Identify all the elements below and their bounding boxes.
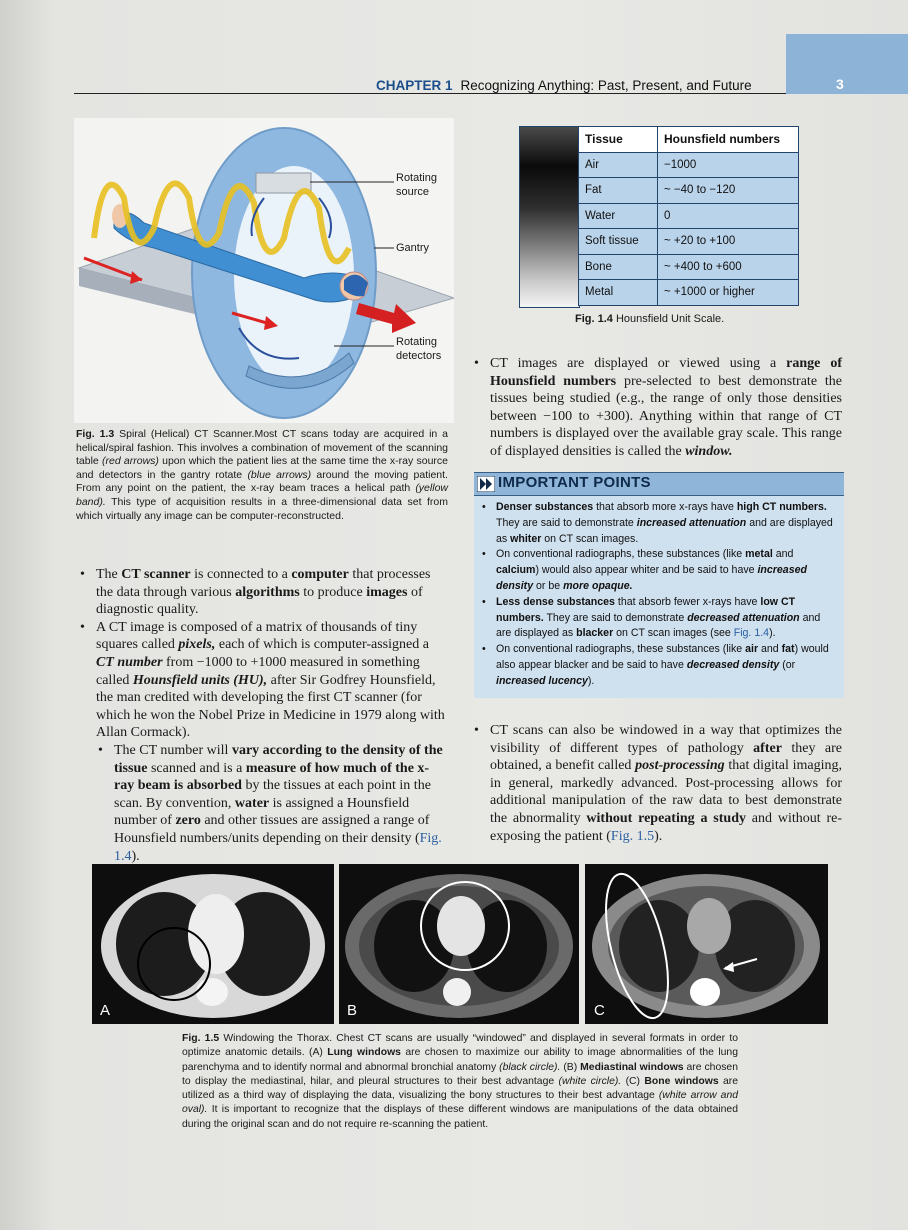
fig-1-5-link[interactable]: Fig. 1.5 <box>610 828 655 844</box>
t: ). <box>587 674 595 687</box>
t: that digital imaging, in general, markedly advanced. Post-processing allows for additional manipulation of the raw data to best demonstrate the abnormality <box>490 758 842 826</box>
tissue-cell: Fat <box>579 178 658 204</box>
tissue-cell: Metal <box>579 280 658 306</box>
table-row <box>579 152 799 178</box>
t: CT scanner <box>121 567 191 582</box>
label-rotating-detectors: Rotating detectors <box>396 336 442 362</box>
right-column-text-top <box>472 355 842 461</box>
t: ) would also appear whiter and be said to have <box>535 564 758 577</box>
t: CT scans can also be windowed in a way that optimizes the visibility of different types of pathology <box>490 723 842 756</box>
column-header: Hounsfield numbers <box>658 127 799 153</box>
t: that absorb fewer x-rays have <box>614 595 761 608</box>
t: The <box>96 567 122 582</box>
t: more opaque. <box>563 579 633 592</box>
list-item <box>482 595 836 642</box>
table-row <box>579 178 799 204</box>
tissue-cell: Water <box>579 203 658 229</box>
t: Lung windows <box>327 1047 401 1059</box>
list-item <box>482 547 836 594</box>
t: increased lucency <box>496 674 588 687</box>
t: Chest CT scans are usually “windowed” and displayed in several formats in order to optimize anatomic details. (A) <box>182 1033 738 1059</box>
fig-1-3-label: Fig. 1.3 <box>76 428 115 440</box>
t: after Sir Godfrey Hounsfield, the man credited with developing the first CT scanner (for which he won the Nobel Prize in Medicine in 1979 along with Allan Cormack). <box>96 672 445 741</box>
fig-1-4-link[interactable]: Fig. 1.4 <box>733 627 770 640</box>
t: are utilized as a third way of displaying the data, visualizing the bony structures to their best advantage <box>182 1075 738 1102</box>
ct-panel-bone-window <box>585 864 828 1024</box>
t: CT number <box>96 654 163 670</box>
column-header: Tissue <box>579 127 658 153</box>
caption-italic: (yellow band). <box>76 482 448 508</box>
bullet-ct-scanner <box>78 566 448 619</box>
page-number-tab <box>786 34 908 94</box>
t: Less dense substances <box>496 595 615 608</box>
t: They are said to demonstrate <box>543 611 688 624</box>
hounsfield-gradient-bar <box>519 126 580 308</box>
t: and other tissues are assigned a range of Hounsfield numbers/units depending on their density ( <box>114 813 430 846</box>
t: blacker <box>576 627 614 640</box>
t: are chosen to display the mediastinal, hilar, and pleural structures to their best advantage <box>182 1061 738 1087</box>
fig-1-5-caption <box>182 1032 738 1132</box>
chapter-title: Recognizing Anything: Past, Present, and Future <box>460 78 752 93</box>
fig-1-4-caption <box>575 313 724 327</box>
t: by the tissues at each point in the scan. By convention, <box>114 778 431 811</box>
t: ). <box>769 627 776 640</box>
t: measure of how much of the x-ray beam is absorbed <box>114 760 430 794</box>
t: (C) <box>621 1075 645 1087</box>
t: calcium <box>496 564 536 577</box>
t: It is important to recognize that the displays of these different windows are manipulations of the data obtained during the original scan and do not require re-scanning the patient. <box>182 1104 738 1130</box>
caption-italic: (blue arrows) <box>247 468 312 481</box>
t: zero <box>175 813 201 829</box>
bullet-ct-number <box>96 742 448 865</box>
fig-1-5-title: Windowing the Thorax. <box>219 1033 333 1044</box>
t: fat <box>781 643 795 656</box>
chevron-right-icon <box>477 476 495 492</box>
hounsfield-table <box>578 126 799 306</box>
table-row <box>579 203 799 229</box>
table-header-row <box>579 127 799 153</box>
fig-1-3-caption <box>76 428 448 523</box>
t: to produce <box>299 584 367 600</box>
hu-cell: ~ −40 to −120 <box>658 178 799 204</box>
t: algorithms <box>235 584 300 600</box>
tissue-cell: Bone <box>579 254 658 280</box>
t: Denser substances <box>496 501 594 513</box>
t: that processes the data through various <box>96 567 431 600</box>
t: A CT image is composed of a matrix of thousands of tiny squares called <box>96 619 418 653</box>
t: ). <box>131 848 140 864</box>
header-rule <box>74 93 786 94</box>
important-points-title: IMPORTANT POINTS <box>498 474 651 491</box>
t: low CT numbers. <box>496 595 796 624</box>
table-row <box>579 280 799 306</box>
t: (black circle). <box>499 1061 561 1073</box>
t: is connected to a <box>190 567 292 582</box>
t: (B) <box>560 1061 581 1073</box>
panel-label-b: B <box>347 1002 358 1019</box>
t: computer <box>291 567 349 582</box>
t: increased density <box>496 564 807 592</box>
t: they are obtained, a benefit called <box>490 740 842 774</box>
fig-1-4-label: Fig. 1.4 <box>575 313 613 325</box>
label-rotating-source: Rotating source <box>396 172 437 198</box>
tissue-cell: Soft tissue <box>579 229 658 255</box>
t: and <box>772 548 794 561</box>
fig-1-5-label: Fig. 1.5 <box>182 1033 220 1044</box>
t: from −1000 to +1000 measured in something called <box>96 654 420 688</box>
t: decreased attenuation <box>687 611 800 624</box>
ct-panel-mediastinal-window <box>339 864 579 1024</box>
t: water <box>234 795 270 811</box>
right-column-text-bottom <box>472 722 842 845</box>
t: high CT numbers. <box>736 501 827 513</box>
hu-cell: −1000 <box>658 152 799 178</box>
t: on CT scan images. <box>541 532 639 545</box>
t: (or <box>779 658 796 671</box>
t: post-processing <box>635 758 725 774</box>
label-gantry: Gantry <box>396 242 430 254</box>
chapter-label: CHAPTER 1 <box>376 78 453 93</box>
hu-cell: 0 <box>658 203 799 229</box>
page-number: 3 <box>836 76 844 92</box>
ct-panel-lung-window <box>92 864 334 1024</box>
hu-cell: ~ +20 to +100 <box>658 229 799 255</box>
list-item <box>482 642 836 689</box>
fig-1-4-title: Hounsfield Unit Scale. <box>615 313 725 325</box>
t: that absorb more x-rays have <box>593 501 737 513</box>
hu-cell: ~ +1000 or higher <box>658 280 799 306</box>
t: (white circle). <box>558 1075 622 1087</box>
bullet-window <box>472 355 842 461</box>
t: are chosen to maximize our ability to image abnormalities of the lung parenchyma and to identify normal and abnormal bronchial anatomy <box>182 1047 738 1073</box>
t: (white arrow and oval). <box>182 1090 739 1116</box>
bullet-post-processing <box>472 722 842 845</box>
t: and are displayed as <box>496 516 833 545</box>
t: ). <box>654 828 663 844</box>
t: increased attenuation <box>636 516 747 529</box>
fig-1-3-title: Spiral (Helical) CT Scanner. <box>119 428 255 440</box>
t: decreased density <box>686 658 780 671</box>
t: Bone windows <box>644 1075 719 1087</box>
t: of diagnostic quality. <box>96 584 423 618</box>
tissue-cell: Air <box>579 152 658 178</box>
hu-cell: ~ +400 to +600 <box>658 254 799 280</box>
t: without repeating a study <box>586 810 746 826</box>
t: The CT number will <box>114 742 232 758</box>
t: air <box>745 643 759 656</box>
t: and without re-exposing the patient ( <box>490 810 842 844</box>
t: On conventional radiographs, these substances (like <box>496 548 746 561</box>
t: ) would also appear blacker and be said to have <box>496 643 829 671</box>
table-row <box>579 229 799 255</box>
t: and are displayed as <box>496 611 821 640</box>
panel-label-c: C <box>594 1002 605 1019</box>
t: CT images are displayed or viewed using a <box>490 356 787 371</box>
t: pre-selected to best demonstrate the tissues being studied (e.g., the range of only those densities between −100 to +300). Anything within that range of CT numbers is displayed over the available gray scale. This range of displayed densities is called the <box>490 373 842 459</box>
t: window. <box>685 443 733 459</box>
caption-text: Most CT scans today are acquired in a helical/spiral fashion. This involves a combination of movement of the scanning table <box>76 428 449 468</box>
caption-text: around the moving patient. From any point on the patient, the x-ray beam traces a helical path <box>76 468 448 495</box>
caption-text: This type of acquisition results in a three-dimensional data set from which virtually any image can be computer-reconstructed. <box>76 495 448 522</box>
t: They are said to demonstrate <box>496 516 637 529</box>
t: range of Hounsfield numbers <box>490 356 842 389</box>
t: Mediastinal windows <box>580 1061 684 1073</box>
bullet-ct-image <box>78 619 448 742</box>
left-column-text <box>78 566 448 865</box>
fig-1-4-link[interactable]: Fig. 1.4 <box>114 830 442 864</box>
t: each of which is computer-assigned a <box>215 637 429 653</box>
t: or be <box>533 579 564 592</box>
caption-italic: (red arrows) <box>102 455 159 468</box>
list-item <box>482 500 836 547</box>
t: on CT scan images (see <box>613 627 734 640</box>
running-header <box>376 78 752 93</box>
t: On conventional radiographs, these substances (like <box>496 643 746 656</box>
t: after <box>753 740 782 756</box>
caption-text: upon which the patient lies at the same time the x-ray source and detectors in the gantry rotate <box>76 455 448 481</box>
t: Hounsfield units (HU), <box>132 672 268 688</box>
t: and <box>758 643 782 656</box>
t: is assigned a Hounsfield number of <box>114 795 410 829</box>
t: scanned and is a <box>147 760 246 776</box>
t: pixels, <box>178 637 216 653</box>
t: vary according to the density of the tissue <box>114 742 443 776</box>
important-points-list <box>482 500 836 690</box>
t: whiter <box>510 532 542 545</box>
t: images <box>366 584 408 600</box>
t: metal <box>745 548 773 561</box>
ct-scanner-illustration <box>74 118 454 423</box>
table-row <box>579 254 799 280</box>
panel-label-a: A <box>100 1002 111 1019</box>
